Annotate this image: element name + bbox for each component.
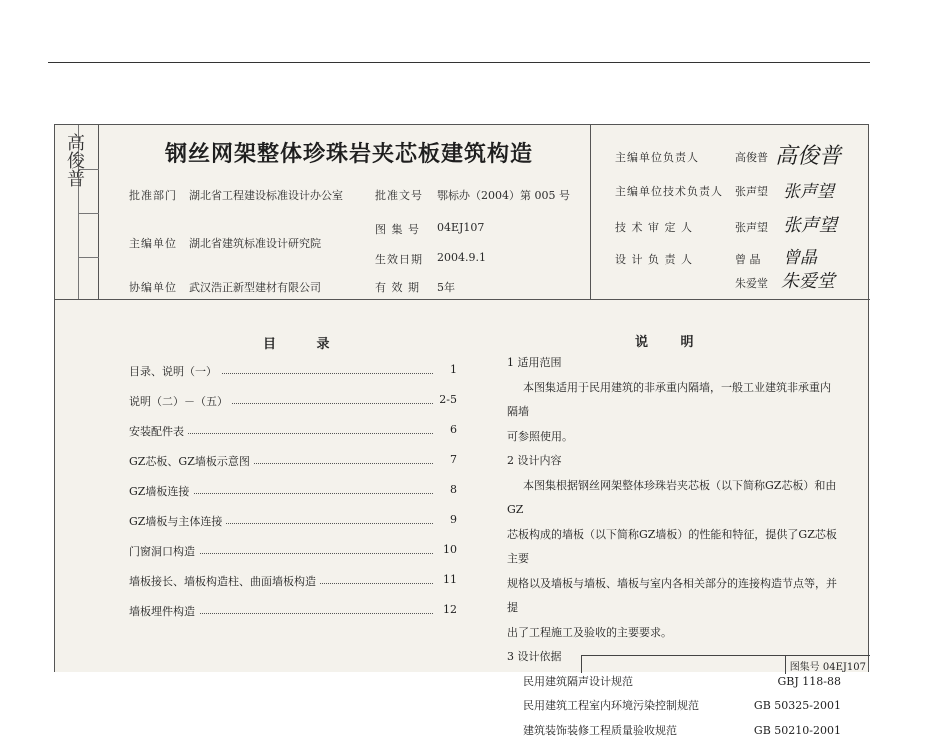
notes-section-heading: 3 设计依据: [507, 645, 841, 670]
tech-person-name: 张声望: [735, 183, 768, 199]
notes-line: 本图集适用于民用建筑的非承重内隔墙，一般工业建筑非承重内隔墙: [507, 376, 841, 425]
approval-dept-value: 湖北省工程建设标准设计办公室: [189, 187, 343, 203]
standard-name: 建筑装饰装修工程质量验收规范: [523, 719, 677, 743]
standard-row: [507, 694, 841, 719]
atlas-no-value: 04EJ107: [437, 221, 484, 234]
toc-entry-name: 门窗洞口构造: [129, 543, 199, 559]
toc-entry-name: 说明（二）－（五）: [129, 393, 232, 409]
toc-entry-page: 6: [433, 423, 457, 436]
toc-entry-page: 8: [433, 483, 457, 496]
toc-row: [129, 483, 457, 499]
reviewer-name: 张声望: [735, 219, 768, 235]
co-unit-label: 协编单位: [129, 279, 177, 295]
standard-code: GBJ 118-88: [778, 670, 842, 695]
toc-row: [129, 573, 457, 589]
atlas-number-label: 图集号: [790, 662, 820, 673]
chief-unit-label: 主编单位: [129, 235, 177, 251]
left-sign-strip: [55, 125, 99, 299]
notes-line: 出了工程施工及验收的主要要求。: [507, 621, 841, 646]
standard-row: [507, 719, 841, 743]
toc-entry-name: GZ芯板、GZ墙板示意图: [129, 453, 254, 469]
page-title: 钢丝网架整体珍珠岩夹芯板建筑构造: [165, 137, 533, 168]
toc-entry-page: 9: [433, 513, 457, 526]
standard-name: 民用建筑工程室内环境污染控制规范: [523, 694, 699, 719]
header-divider: [590, 125, 591, 299]
toc-entry-page: 12: [433, 603, 457, 616]
atlas-no-label: 图 集 号: [375, 221, 420, 237]
validity-label: 有 效 期: [375, 279, 420, 295]
standard-code: GB 50325-2001: [754, 694, 841, 719]
drawing-sheet: [54, 124, 869, 672]
toc-entry-page: 1: [433, 363, 457, 376]
chief-person-name: 高俊普: [735, 149, 768, 165]
title-block-corner: [581, 655, 870, 673]
reviewer-signature: 张声望: [783, 211, 837, 237]
toc-entry-name: GZ墙板与主体连接: [129, 513, 226, 529]
toc-row: [129, 603, 457, 619]
top-rule: [48, 62, 870, 63]
approval-no-value: 鄂标办（2004）第 005 号: [437, 187, 570, 203]
notes-line: 本图集根据钢丝网架整体珍珠岩夹芯板（以下简称GZ芯板）和由GZ: [507, 474, 841, 523]
atlas-number-tag: [785, 656, 870, 674]
designer-signature: 曾晶: [783, 243, 817, 268]
toc-entry-page: 10: [433, 543, 457, 556]
extra-designer-name: 朱爱堂: [735, 275, 768, 291]
toc-row: [129, 393, 457, 409]
notes-section-heading: 2 设计内容: [507, 449, 841, 474]
toc-row: [129, 423, 457, 439]
toc-entry-name: 目录、说明（一）: [129, 363, 221, 379]
co-unit-value: 武汉浩正新型建材有限公司: [189, 279, 321, 295]
tech-person-label: 主编单位技术负责人: [615, 183, 723, 199]
validity-value: 5年: [437, 279, 455, 295]
toc-entry-name: GZ墙板连接: [129, 483, 193, 499]
effective-date-value: 2004.9.1: [437, 251, 486, 264]
toc-entry-page: 2-5: [433, 393, 457, 406]
standard-code: GB 50210-2001: [754, 719, 841, 743]
designer-name: 曾 晶: [735, 251, 761, 267]
toc-title: 目 录: [263, 333, 348, 352]
strip-signature: 高俊普: [61, 133, 87, 187]
toc-entry-name: 安装配件表: [129, 423, 188, 439]
chief-unit-value: 湖北省建筑标准设计研究院: [189, 235, 321, 251]
toc-entry-page: 11: [433, 573, 457, 586]
extra-designer-signature: 朱爱堂: [781, 267, 835, 293]
standard-name: 民用建筑隔声设计规范: [523, 670, 633, 695]
toc-row: [129, 543, 457, 559]
toc-entry-page: 7: [433, 453, 457, 466]
toc-entry-name: 墙板接长、墙板构造柱、曲面墙板构造: [129, 573, 320, 589]
chief-person-label: 主编单位负责人: [615, 149, 699, 165]
designer-label: 设 计 负 责 人: [615, 251, 693, 267]
tech-person-signature: 张声望: [783, 177, 834, 202]
toc-row: [129, 513, 457, 529]
notes-section-heading: 1 适用范围: [507, 351, 841, 376]
notes-line: 规格以及墙板与墙板、墙板与室内各相关部分的连接构造节点等，并提: [507, 572, 841, 621]
header-bottom-rule: [55, 299, 870, 300]
notes-line: 芯板构成的墙板（以下简称GZ墙板）的性能和特征，提供了GZ芯板主要: [507, 523, 841, 572]
toc-row: [129, 363, 457, 379]
chief-person-signature: 高俊普: [775, 139, 841, 170]
atlas-number-value: 04EJ107: [823, 662, 866, 673]
notes-title: 说 明: [635, 331, 708, 350]
notes-body: [507, 351, 841, 743]
toc-row: [129, 453, 457, 469]
notes-line: 可参照使用。: [507, 425, 841, 450]
effective-date-label: 生效日期: [375, 251, 423, 267]
toc-entry-name: 墙板埋件构造: [129, 603, 199, 619]
approval-dept-label: 批准部门: [129, 187, 177, 203]
approval-no-label: 批准文号: [375, 187, 423, 203]
reviewer-label: 技 术 审 定 人: [615, 219, 693, 235]
